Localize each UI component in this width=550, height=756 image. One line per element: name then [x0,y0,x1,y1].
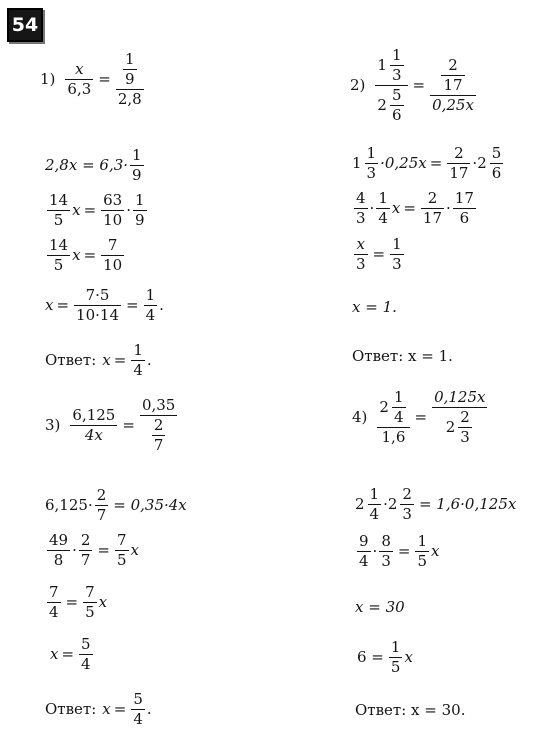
denominator: 9 [132,166,142,184]
denominator: 4 [145,306,156,324]
numerator: 1 [133,341,143,359]
numerator: 1 [135,191,145,209]
part4-step4: 6 = $\frac{1}{5}$ x [357,638,413,676]
denominator: 5 [53,256,64,274]
numerator: 7 [107,236,118,254]
mixed-number: 1 $\frac{1}{3}$ [377,46,402,84]
part4-step1: 2 $\frac{1}{4}$ · 2 $\frac{2}{3}$ = 1,6·0,125x [355,485,517,523]
part2-step3: $\frac{x}{3}$ = $\frac{1}{3}$ [356,235,402,273]
numerator: 1 [125,50,135,68]
part2-step1: 1 $\frac{1}{3}$ ·0,25x = $\frac{2}{17}$ · 2 $\frac{5}{6}$ [352,144,502,182]
part3-equation: 3) $\frac{6,125}{4x}$ = $\frac{0,35}{\frac{2}{7}}$ [45,396,176,454]
denominator: 9 [125,70,135,88]
part3-answer: Ответ: x = $\frac{5}{4}$ . [45,690,152,728]
variable: x [72,201,81,219]
part4-step2: $\frac{9}{4}$ · $\frac{8}{3}$ = $\frac{1}{5}$ x [359,532,440,570]
numerator: 14 [49,191,69,209]
denominator: 10·14 [76,306,119,324]
part1-step4: x = $\frac{7\cdot 5}{10\cdot 14}$ = $\frac{1}{4}$ . [45,286,164,324]
mixed-number: 2 $\frac{5}{6}$ [377,86,402,124]
denominator: 5 [53,211,64,229]
complex-fraction [375,48,407,123]
fraction [65,62,93,97]
part3-index: 3) [45,416,61,434]
numerator: 7·5 [85,286,110,304]
part4-equation: 4) 2 $\frac{1}{4}$ 1,6 = 0,125x 2 $\frac{2}{3}$ [352,388,486,446]
part3-step1: 6,125· $\frac{2}{7}$ = 0,35·4x [45,486,187,524]
part4-index: 4) [352,408,368,426]
part1-answer: Ответ: x = $\frac{1}{4}$ . [45,341,152,379]
numerator: 1 [132,146,142,164]
numerator: 14 [49,236,69,254]
part4-step3: x = 30 [355,598,405,616]
complex-fraction [116,52,144,107]
numerator: 63 [103,191,123,209]
part1-step2: $\frac{14}{5}$ x = $\frac{63}{10}$ · $\frac{1}{9}$ [49,191,145,229]
denominator: 10 [103,211,123,229]
complex-fraction: $\frac{\frac{2}{17}}{0,25x}$ [432,56,474,114]
expression: 2,8x = 6,3· [45,156,129,174]
part3-step2: $\frac{49}{8}$ · $\frac{2}{7}$ = $\frac{7}{5}$ x [49,531,140,569]
variable: x [72,246,81,264]
numerator: x [75,60,84,78]
variable: x [102,351,111,369]
variable: x [45,296,54,314]
complex-fraction: $\frac{0,35}{\frac{2}{7}}$ [141,396,176,454]
part2-step4: x = 1. [352,298,397,316]
denominator: 9 [135,211,145,229]
answer-label: Ответ: [45,351,97,369]
part1-step1 [45,148,146,183]
denominator: 6,3 [67,80,92,98]
answer-label: Ответ: [45,700,97,718]
part3-step3: $\frac{7}{4}$ = $\frac{7}{5}$ x [49,583,108,621]
denominator: 2,8 [117,90,142,108]
problem-number-badge: 54 [7,8,43,42]
part1-index: 1) [40,70,56,88]
part1-step3: $\frac{14}{5}$ x = $\frac{7}{10}$ [49,236,123,274]
denominator: 10 [103,256,123,274]
part2-answer: Ответ: x = 1. [352,347,453,365]
numerator: 1 [145,286,156,304]
complex-fraction: 2 $\frac{1}{4}$ 1,6 [377,390,409,445]
fraction [123,52,137,87]
part2-step2: $\frac{4}{3}$ · $\frac{1}{4}$ x = $\frac{2}{17}$ · $\frac{17}{6}$ [356,189,474,227]
part2-index: 2) [350,76,366,94]
part3-step4: x = $\frac{5}{4}$ [50,635,91,673]
part2-equation: 2) 1 $\frac{1}{3}$ 2 $\frac{5}{6}$ = $\frac{\frac{2}{17}}{0,25x}$ [350,46,474,124]
complex-fraction: 0,125x 2 $\frac{2}{3}$ [434,388,486,446]
denominator: 4 [133,361,143,379]
part4-answer: Ответ: x = 30. [355,701,466,719]
part1-equation: 1) $\frac{x}{6,3}$ = $\frac{\frac{1}{9}}{2,8}$ [40,50,142,108]
